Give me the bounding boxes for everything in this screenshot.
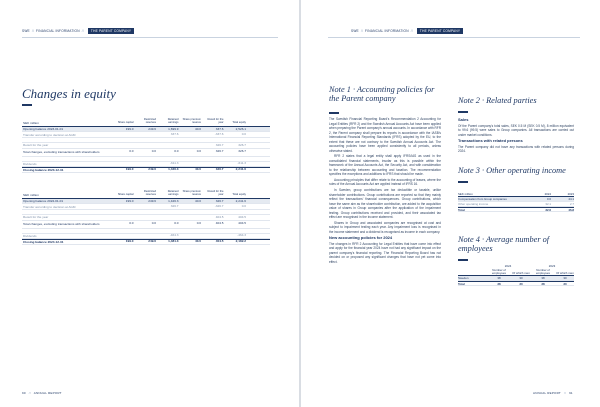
column-header: Retained earnings <box>167 118 179 125</box>
table-cell: -464.3 <box>169 233 179 238</box>
column-header: Share capital <box>117 193 134 197</box>
table-cell: 249.6 <box>148 126 156 131</box>
table-cell: 40.0 <box>194 239 201 244</box>
column-header: Share capital <box>117 121 134 125</box>
column-header: SEK million <box>23 193 39 197</box>
equity-table-2024 <box>22 189 270 245</box>
table-row <box>22 149 270 157</box>
table-cell: 2,526.1 <box>235 126 246 131</box>
table-cell: 2.7 <box>569 202 574 206</box>
header-separator: // <box>81 28 84 33</box>
table-cell: 1,481.3 <box>168 239 179 244</box>
note1-paragraph: The Swedish Financial Reporting Board's Recommendation 2 Accounting for Legal Entities (RFR 2) and the Swedish Annual Accounts Act have been applied when preparing the Parent company's annual accounts. In accordance with RFR 2, the Parent company shall prepare its reports in accordance with the IASB's International Financial Reporting Standards (IFRS) adopted by the EU, to the extent that these are not contrary to the Swedish Annual Accounts Act. The accounting policies have been applied consistently to all periods, unless otherwise stated. <box>329 117 441 153</box>
table-cell: 0.0 <box>151 221 156 226</box>
note1-body <box>329 117 441 265</box>
note3-title: Note 3 · Other operating income <box>458 166 566 175</box>
header-separator: // <box>410 28 413 33</box>
header-title: FINANCIAL INFORMATION <box>36 28 80 33</box>
column-header: Restricted reserves <box>143 190 156 197</box>
row-label: Closing balance 2023-12-31 <box>23 168 64 173</box>
row-label: Opening balance 2023-01-01 <box>23 127 64 132</box>
note1-paragraph: RFR 2 states that a legal entity shall apply IFRS/IAS as used in the consolidated financial statements, insofar as this is possible within the framework of the Annual Accounts Act, the Security Act, and with consideration to the relationship between accounting and taxation. The recommendation specifies the exceptions and additions to IFRS that should be made. <box>329 154 441 177</box>
table-cell: 2,182.2 <box>235 239 246 244</box>
table-cell: 404.5 <box>238 221 246 226</box>
table-cell: 32.1 <box>545 202 551 206</box>
column-header: Total equity <box>232 193 246 197</box>
note1-paragraph: In Sweden, group contributions are tax deductible or taxable, unlike shareholder contributions. Group contributions are reported so that they mainly reflect the transactions' financial consequences. Group contributions, which have the same aim as the shareholder contribution, are added to the acquisition value of shares in Group companies after the application of the impairment testing. Group contributions received and provided, and their associated tax effect are recognised in the income statement. <box>329 188 441 220</box>
table-cell: 40.0 <box>194 198 201 203</box>
row-label: Compensation from Group companies <box>458 197 507 201</box>
column-header: 2023 <box>567 192 574 196</box>
note2-sales-text: Of the Parent company's total sales, SEK 0.5 M (SEK 0.5 M), 8 million equivalent to 99.6 (99.5) were sales to Group companies. All transactions are carried out under market conditions. <box>458 123 574 137</box>
table-cell: 46.8 <box>568 207 574 212</box>
running-header-left <box>22 27 134 34</box>
page-number: 90 <box>22 391 26 395</box>
note4-table <box>458 264 574 286</box>
row-label: Closing balance 2024-12-31 <box>23 240 64 245</box>
column-header: SEK million <box>458 192 473 196</box>
year-label: 2024 <box>504 264 512 268</box>
row-label: Dividends <box>23 234 37 239</box>
table-header-row <box>22 189 270 199</box>
note2-body <box>458 116 574 155</box>
table-cell: 404.5 <box>215 239 224 244</box>
note4-accent <box>458 259 468 261</box>
note1-paragraph: Accounting principles that differ relate to the accounting of leases, where the rules of the Annual Accounts Act are applied instead of IFRS 16. <box>329 177 441 187</box>
row-label: Transfer according to decision at AGM <box>23 132 76 137</box>
page-title: Changes in equity <box>22 86 116 101</box>
table-cell: 30 <box>563 276 567 280</box>
table-cell: 249.6 <box>148 167 156 172</box>
column-header: Number of employees <box>492 267 506 275</box>
table-cell: 404.5 <box>215 221 224 226</box>
note1-title: Note 1 · Accounting policies for the Parent company <box>329 85 435 103</box>
note1-accent <box>329 112 339 114</box>
table-cell: 0.0 <box>196 149 201 154</box>
table-cell: 40.0 <box>194 167 201 172</box>
header-section: SWE <box>351 28 359 33</box>
note2-sales-heading: Sales <box>458 117 469 122</box>
running-header-right <box>351 27 463 34</box>
footer-label: ANNUAL REPORT <box>33 391 62 395</box>
header-highlight: THE PARENT COMPANY <box>417 28 463 34</box>
header-separator: // <box>31 28 35 33</box>
year-label: 2023 <box>548 264 556 268</box>
table-cell: 199.0 <box>125 126 134 131</box>
note2-accent <box>458 111 468 113</box>
column-header: Share premium reserve <box>182 118 201 125</box>
table-cell: 199.0 <box>125 239 134 244</box>
table-cell: 38 <box>497 281 501 286</box>
header-rule <box>22 37 278 38</box>
row-label: Sweden <box>458 276 469 280</box>
table-cell: 337.6 <box>215 126 224 131</box>
table-cell: 44.1 <box>568 197 574 201</box>
table-row <box>458 281 574 286</box>
table-cell: 1,426.3 <box>168 167 179 172</box>
row-label: Opening balance 2024-01-01 <box>23 199 64 204</box>
table-cell: 199.0 <box>125 167 134 172</box>
table-row <box>22 167 270 172</box>
table-cell: -611.3 <box>237 161 246 166</box>
row-label: Total <box>458 281 465 286</box>
table-cell: 38 <box>541 281 545 286</box>
table-cell: -464.3 <box>237 233 246 238</box>
page-number: 91 <box>569 391 573 395</box>
note1-subheading: New accounting policies for 2024 <box>329 235 393 241</box>
column-header: Result for the year <box>207 190 224 197</box>
table-cell: 38 <box>541 276 545 280</box>
title-accent <box>22 104 32 106</box>
footer-separator: // <box>28 391 31 395</box>
table-cell: -611.3 <box>169 161 179 166</box>
table-cell: 32.6 <box>545 207 551 212</box>
table-row <box>22 221 270 229</box>
footer-right <box>533 391 573 395</box>
row-label: Total changes, excluding transactions with shareholders <box>23 222 100 227</box>
table-cell: 2,241.6 <box>235 167 246 172</box>
row-label: Other operating income <box>458 202 489 206</box>
table-cell: 1,699.9 <box>168 126 179 131</box>
column-header: Restricted reserves <box>143 118 156 125</box>
column-header: Share premium reserve <box>182 190 201 197</box>
table-cell: 30 <box>519 276 523 280</box>
row-label: Transfer according to decision at AGM <box>23 204 76 209</box>
note3-table <box>458 192 574 212</box>
table-cell: 1,426.3 <box>168 198 179 203</box>
note2-trans-heading: Transactions with related persons <box>458 138 523 143</box>
table-cell: 326.7 <box>170 203 179 208</box>
footer-separator: // <box>563 391 567 395</box>
table-header-row <box>22 117 270 127</box>
table-cell: 0.0 <box>174 221 179 226</box>
table-cell: 326.7 <box>215 198 224 203</box>
column-header: Of which men <box>556 270 574 275</box>
column-header: Of which men <box>512 270 530 275</box>
table-row <box>22 239 270 244</box>
table-cell: 30 <box>563 281 567 286</box>
note2-title: Note 2 · Related parties <box>458 96 537 105</box>
table-cell: 30 <box>519 281 523 286</box>
table-cell: 0.0 <box>129 221 134 226</box>
header-title: FINANCIAL INFORMATION <box>365 28 409 33</box>
table-cell: -337.6 <box>214 131 224 136</box>
note1-paragraph: Shares in Group and associated companies are recognised at cost and subject to impairment testing each year. Any impairment loss is recognised in the income statement and a dividend is recognised as income in each company. <box>329 220 441 234</box>
table-cell: 249.6 <box>148 239 156 244</box>
header-rule <box>328 37 580 38</box>
column-header: Number of employees <box>536 267 550 275</box>
note4-title: Note 4 · Average number of employees <box>458 235 550 253</box>
table-cell: 38 <box>497 276 501 280</box>
column-header: Retained earnings <box>167 190 179 197</box>
table-cell: 404.5 <box>215 214 224 219</box>
table-cell: 337.6 <box>170 131 179 136</box>
column-header: Result for the year <box>207 118 224 125</box>
row-label: Result for the year <box>23 143 49 148</box>
column-header: 2024 <box>544 192 551 196</box>
table-cell: 404.5 <box>238 214 246 219</box>
table-cell: 40.0 <box>194 126 201 131</box>
table-cell: 0.0 <box>129 149 134 154</box>
header-section: SWE <box>22 28 30 33</box>
table-cell: 0.0 <box>241 131 246 136</box>
table-cell: 0.6 <box>546 197 551 201</box>
header-separator: // <box>360 28 364 33</box>
note3-accent <box>458 181 468 183</box>
row-label: Result for the year <box>23 215 49 220</box>
note1-subparagraph: The changes in RFR 2 Accounting for Legal Entities that have come into effect and apply for the financial year 2024 have not had any significant impact on the parent company's financial reporting. The Financial Reporting Board has not decided on or proposed any significant changes that have not yet come into effect. <box>329 241 441 264</box>
table-cell: 0.0 <box>196 221 201 226</box>
table-header-row <box>458 268 574 276</box>
left-page <box>0 0 299 407</box>
row-label: Total <box>458 207 465 212</box>
table-cell: 326.7 <box>238 149 246 154</box>
row-label: Dividends <box>23 162 37 167</box>
table-cell: 326.7 <box>215 149 224 154</box>
header-highlight: THE PARENT COMPANY <box>88 28 134 34</box>
table-cell: 0.0 <box>174 149 179 154</box>
table-cell: 249.6 <box>148 198 156 203</box>
footer-label: ANNUAL REPORT <box>533 391 561 395</box>
table-cell: 199.0 <box>125 198 134 203</box>
table-cell: 0.0 <box>241 203 246 208</box>
table-cell: 326.7 <box>215 142 224 147</box>
column-header: SEK million <box>23 121 39 125</box>
right-page <box>301 0 600 407</box>
table-cell: 326.7 <box>238 142 246 147</box>
table-cell: -326.7 <box>214 203 224 208</box>
table-cell: 2,241.6 <box>235 198 246 203</box>
footer-left <box>22 391 62 395</box>
table-row <box>458 207 574 212</box>
row-label: Total changes, excluding transactions with shareholders <box>23 150 100 155</box>
note2-trans-text: The Parent company did not have any transactions with related persons during 2024. <box>458 144 574 153</box>
column-header: Total equity <box>232 121 246 125</box>
table-cell: 0.0 <box>151 149 156 154</box>
table-cell: 326.7 <box>215 167 224 172</box>
equity-table-2023 <box>22 117 270 173</box>
